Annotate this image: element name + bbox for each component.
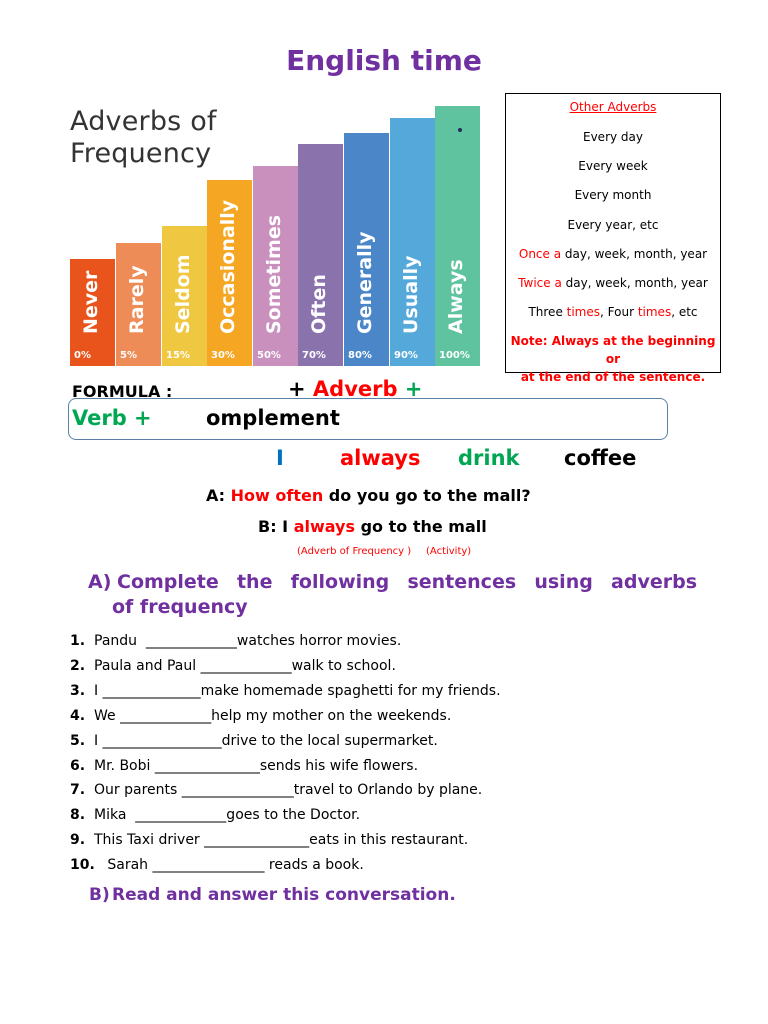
twice-a-line <box>506 276 720 290</box>
once-a-label: Once a <box>518 247 562 261</box>
plus-sign: + <box>404 377 423 401</box>
bar-label: Generally <box>353 231 376 334</box>
times-word: times <box>566 305 601 319</box>
note-line1: Note: Always at the beginning or <box>510 334 716 366</box>
section-a-line2: of frequency <box>112 596 248 618</box>
example-verb: drink <box>458 446 520 470</box>
exercise-item <box>70 708 451 724</box>
dialog-a-highlight: How often <box>230 486 324 505</box>
bar-generally <box>344 133 389 366</box>
adverb-word: Adverb <box>312 377 398 401</box>
bar-label: Always <box>444 259 467 334</box>
bar-sometimes <box>253 166 298 366</box>
chart-heading-line2: Frequency <box>70 138 212 169</box>
exercise-item <box>70 733 438 749</box>
exercise-number: 2. <box>70 657 86 674</box>
section-a-line1: Complete the following sentences using adverbs <box>117 571 697 593</box>
bar-label: Usually <box>399 255 422 334</box>
exercise-number: 5. <box>70 732 86 749</box>
bar-percent: 50% <box>257 350 281 361</box>
exercise-number: 1. <box>70 633 86 649</box>
note-line2: at the end of the sentence. <box>520 370 706 384</box>
exercise-item <box>70 782 482 798</box>
times-line <box>506 305 720 319</box>
section-b-marker: B) <box>89 885 110 905</box>
example-subject: I <box>276 446 284 470</box>
exercise-text: I ______________make homemade spaghetti for my friends. <box>94 682 501 699</box>
bar-label: Never <box>79 270 102 334</box>
other-adverbs-title: Other Adverbs <box>569 100 657 114</box>
bar-label: Often <box>307 274 330 334</box>
exercise-item <box>70 832 468 848</box>
other-adverb-item: Every year, etc <box>567 218 659 232</box>
exercise-text: Pandu _____________watches horror movies. <box>94 633 402 649</box>
bar-label: Sometimes <box>262 214 285 334</box>
other-adverbs-box <box>505 93 721 384</box>
exercise-text: Paula and Paul _____________walk to school. <box>94 657 396 674</box>
bar-percent: 90% <box>394 350 418 361</box>
formula-box <box>68 398 668 440</box>
bar-always <box>435 106 480 366</box>
etc-text: , etc <box>671 305 698 319</box>
exercise-item <box>70 807 360 823</box>
bar-rarely <box>116 243 161 366</box>
page-title: English time <box>286 44 482 77</box>
bar-percent: 100% <box>439 350 470 361</box>
bar-percent: 70% <box>302 350 326 361</box>
section-b-title: Read and answer this conversation. <box>112 885 456 905</box>
bar-percent: 80% <box>348 350 372 361</box>
four-text: , Four <box>600 305 638 319</box>
exercise-number: 7. <box>70 782 86 799</box>
exercise-number: 6. <box>70 757 86 774</box>
section-a-marker: A) <box>88 571 112 593</box>
chart-heading-line1: Adverbs of <box>70 106 217 137</box>
three-text: Three <box>528 305 567 319</box>
dialog-a <box>206 486 531 505</box>
example-adverb: always <box>340 446 421 470</box>
bar-often <box>298 144 343 366</box>
exercise-text: Our parents ________________travel to Orlando by plane. <box>94 782 483 799</box>
bar-occasionally <box>207 180 252 366</box>
bar-percent: 5% <box>120 350 137 361</box>
bar-percent: 15% <box>166 350 190 361</box>
dialog-b <box>258 517 487 536</box>
frequency-bar-chart <box>70 104 482 366</box>
exercise-number: 10. <box>70 857 95 874</box>
dialog-a-rest: do you go to the mall? <box>323 486 531 505</box>
once-a-rest: day, week, month, year <box>561 247 708 261</box>
exercise-text: I _________________drive to the local supermarket. <box>94 732 438 749</box>
exercise-item <box>70 683 501 699</box>
other-adverb-item: Every week <box>578 159 648 173</box>
bar-label: Occasionally <box>216 199 239 334</box>
exercise-item <box>70 758 418 774</box>
bar-label: Rarely <box>125 265 148 334</box>
exercise-text: Mr. Bobi _______________sends his wife flowers. <box>94 757 419 774</box>
other-adverb-item: Every month <box>574 188 652 202</box>
bar-percent: 0% <box>74 350 91 361</box>
bar-percent: 30% <box>211 350 235 361</box>
exercise-text: We _____________help my mother on the weekends. <box>94 707 452 724</box>
dot-mark <box>458 128 462 132</box>
exercise-number: 9. <box>70 832 86 849</box>
exercise-number: 4. <box>70 707 86 724</box>
twice-a-label: Twice a <box>518 276 562 290</box>
dialog-note-adverb: (Adverb of Frequency ) <box>297 546 412 557</box>
other-adverb-item: Every day <box>583 130 643 144</box>
exercise-number: 3. <box>70 682 86 699</box>
dialog-b-prefix: B: I <box>258 517 294 536</box>
complement-word: omplement <box>206 406 340 430</box>
bar-seldom <box>162 226 207 366</box>
exercise-item <box>70 857 364 873</box>
exercise-item <box>70 633 401 649</box>
twice-a-rest: day, week, month, year <box>561 276 708 290</box>
dialog-b-highlight: always <box>293 517 356 536</box>
plus-sign: + <box>288 377 306 401</box>
note-text <box>506 332 720 386</box>
once-a-line <box>506 247 720 261</box>
exercise-text: Mika _____________goes to the Doctor. <box>94 807 361 824</box>
exercise-text: Sarah ________________ reads a book. <box>94 857 364 874</box>
times-word: times <box>637 305 672 319</box>
example-object: coffee <box>564 446 637 470</box>
dialog-b-rest: go to the mall <box>355 517 487 536</box>
bar-label: Seldom <box>171 254 194 334</box>
exercise-number: 8. <box>70 807 86 824</box>
exercise-item <box>70 658 396 674</box>
formula-colon: : <box>165 382 173 401</box>
bar-usually <box>390 118 435 366</box>
bar-never <box>70 259 115 366</box>
dialog-note-activity: (Activity) <box>426 546 472 557</box>
exercise-text: This Taxi driver _______________eats in this restaurant. <box>94 832 469 849</box>
verb-plus: Verb + <box>72 406 152 430</box>
dialog-a-prefix: A: <box>206 486 231 505</box>
formula-word: FORMULA <box>72 382 161 401</box>
